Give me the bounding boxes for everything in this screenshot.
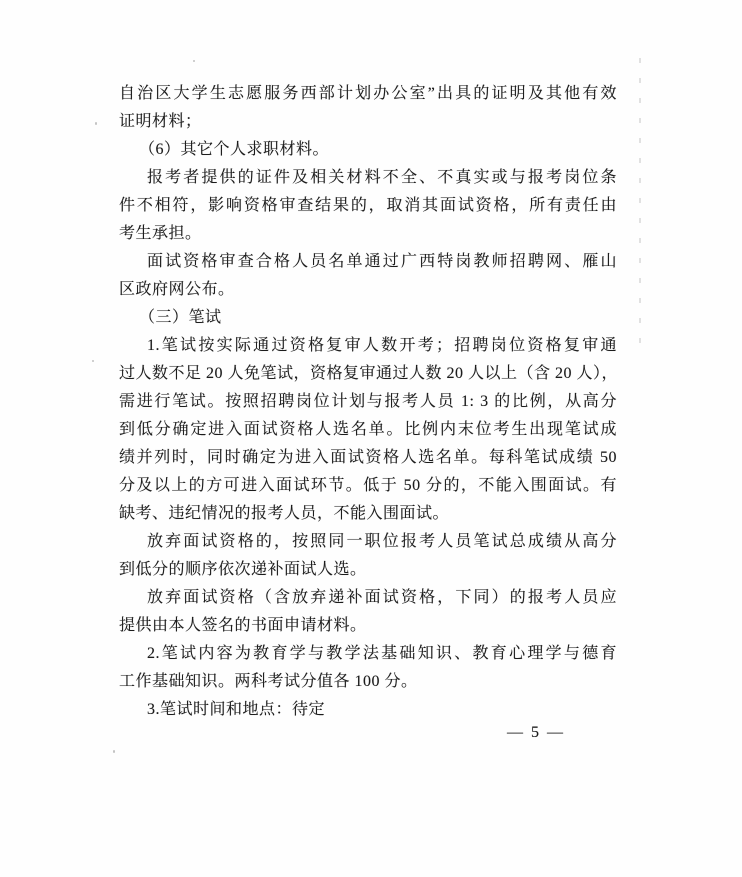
text-line: 2.笔试内容为教育学与教学法基础知识、教育心理学与德育 (147, 645, 617, 662)
text-line: 件不相符，影响资格审查结果的，取消其面试资格，所有责任由 (119, 197, 617, 214)
scan-speck (193, 60, 195, 62)
text-line: 到低分的顺序依次递补面试人选。 (119, 561, 367, 578)
text-line: 放弃面试资格的，按照同一职位报考人员笔试总成绩从高分 (147, 533, 617, 550)
scan-speck (92, 360, 94, 362)
text-line: 区政府网公布。 (119, 281, 235, 298)
text-line: 工作基础知识。两科考试分值各 100 分。 (119, 673, 418, 690)
text-line: 需进行笔试。按照招聘岗位计划与报考人员 1: 3 的比例，从高分 (119, 393, 617, 410)
text-line: 绩并列时，同时确定为进入面试资格人选名单。每科笔试成绩 50 (119, 449, 617, 466)
text-line: 1.笔试按实际通过资格复审人数开考；招聘岗位资格复审通 (147, 337, 617, 354)
text-line: 放弃面试资格（含放弃递补面试资格，下同）的报考人员应 (147, 589, 617, 606)
text-line: 提供由本人签名的书面申请材料。 (119, 617, 367, 634)
text-line: 报考者提供的证件及相关材料不全、不真实或与报考岗位条 (147, 169, 617, 186)
text-line: 到低分确定进入面试资格人选名单。比例内末位考生出现笔试成 (119, 421, 617, 438)
text-line: 自治区大学生志愿服务西部计划办公室”出具的证明及其他有效 (119, 85, 617, 102)
scan-speck (113, 750, 115, 753)
text-line: 考生承担。 (119, 225, 202, 242)
scan-speck (95, 122, 97, 125)
text-line: 缺考、违纪情况的报考人员，不能入围面试。 (119, 505, 450, 522)
text-line: 分及以上的方可进入面试环节。低于 50 分的，不能入围面试。有 (119, 477, 617, 494)
scan-artifact-line (639, 58, 641, 343)
text-line: 3.笔试时间和地点：待定 (147, 701, 326, 718)
text-line: 过人数不足 20 人免笔试，资格复审通过人数 20 人以上（含 20 人）， (119, 365, 619, 382)
text-line: 面试资格审查合格人员名单通过广西特岗教师招聘网、雁山 (147, 253, 617, 270)
text-line: 证明材料； (119, 113, 202, 130)
text-line: （三）笔试 (139, 309, 222, 326)
document-lines (119, 80, 617, 724)
text-line: （6）其它个人求职材料。 (139, 141, 330, 158)
page-number: — 5 — (507, 724, 565, 741)
